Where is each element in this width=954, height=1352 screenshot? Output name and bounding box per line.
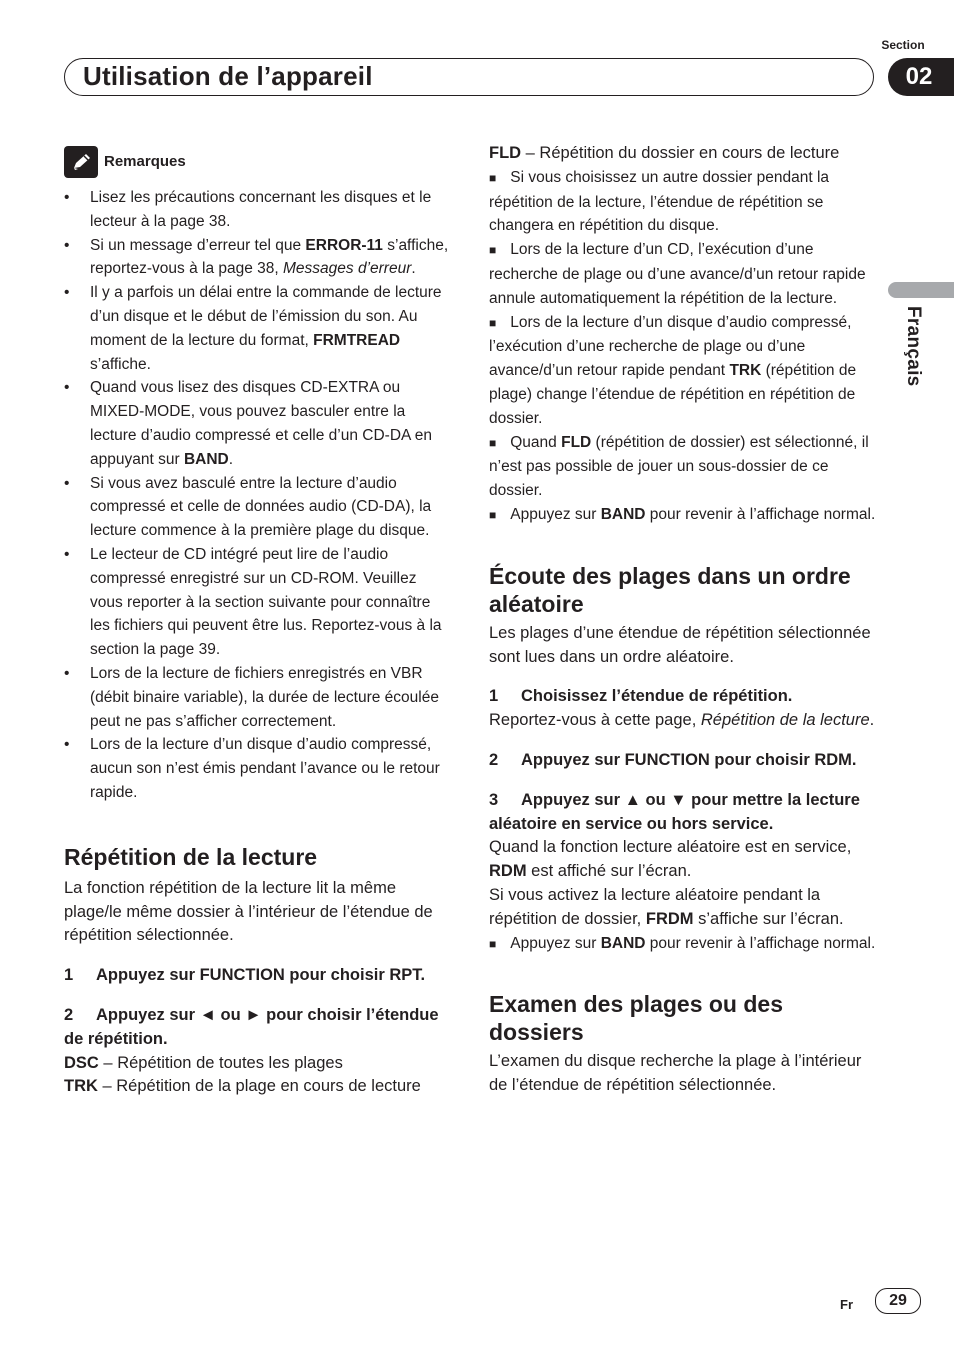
repeat-intro: La fonction répétition de la lecture lit la même plage/le même dossier à l’intérieur de l’étendue de répétition sélectionnée.	[64, 878, 433, 945]
repeat-note: ■ Quand FLD (répétition de dossier) est sélectionné, il n’est pas possible de jouer un sous-dossier de ce dossier.	[489, 433, 869, 500]
random-body-1: Quand la fonction lecture aléatoire est en service, RDM est affiché sur l’écran.	[489, 838, 852, 881]
repeat-note: ■ Lors de la lecture d’un disque d’audio compressé, l’exécution d’une recherche de plage ou d’une avance/d’un retour rapide pendant TRK (répétition de plage) change l’étendue de répétition en répétition de dossier.	[489, 313, 857, 427]
left-column	[64, 146, 450, 1099]
square-bullet-icon: ■	[489, 435, 497, 450]
scan-heading: Examen des plages ou des dossiers	[489, 991, 784, 1046]
option-fld: FLD – Répétition du dossier en cours de lecture	[489, 144, 840, 162]
remark-item: • Quand vous lisez des disques CD-EXTRA ou MIXED-MODE, vous pouvez basculer entre la lecture d’audio compressé et celle d’un CD-DA en appuyant sur BAND.	[64, 376, 450, 471]
random-step-2: 2 Appuyez sur FUNCTION pour choisir RDM.	[489, 750, 857, 769]
repeat-note: ■ Si vous choisissez un autre dossier pendant la répétition de la lecture, l’étendue de répétition se changera en répétition du disque.	[489, 168, 830, 235]
random-intro: Les plages d’une étendue de répétition sélectionnée sont lues dans un ordre aléatoire.	[489, 623, 871, 666]
footer-language: Fr	[840, 1297, 853, 1312]
section-number-badge: 02	[888, 58, 954, 96]
random-body-2: Si vous activez la lecture aléatoire pendant la répétition de dossier, FRDM s’affiche sur l’écran.	[489, 885, 844, 928]
remarks-header	[64, 146, 450, 178]
remark-item: • Lors de la lecture d’un disque d’audio compressé, aucun son n’est émis pendant l’avance ou le retour rapide.	[64, 733, 450, 804]
repeat-note: ■ Appuyez sur BAND pour revenir à l’affichage normal.	[489, 505, 876, 523]
random-step-1-body: Reportez-vous à cette page, Répétition de la lecture.	[489, 711, 875, 730]
remark-item: • Le lecteur de CD intégré peut lire de l’audio compressé enregistré sur un CD-ROM. Veuillez vous reporter à la section suivante pour connaître les fichiers qui peuvent être lus. Reportez-vous à la section la page 39.	[64, 543, 450, 662]
page-title: Utilisation de l’appareil	[83, 61, 373, 91]
option-dsc: DSC – Répétition de toutes les plages	[64, 1053, 343, 1072]
remarks-title: Remarques	[104, 153, 186, 171]
remark-item: • Si un message d’erreur tel que ERROR-11 s’affiche, reportez-vous à la page 38, Messages d’erreur.	[64, 234, 450, 282]
pencil-icon	[64, 146, 98, 178]
repeat-step-2: 2 Appuyez sur ◄ ou ► pour choisir l’étendue de répétition.	[64, 1005, 439, 1048]
remark-item: • Lisez les précautions concernant les disques et le lecteur à la page 38.	[64, 186, 450, 234]
random-note: ■ Appuyez sur BAND pour revenir à l’affichage normal.	[489, 934, 876, 952]
remark-item: • Si vous avez basculé entre la lecture d’audio compressé et celle de données audio (CD-DA), la lecture commence à la première plage du disque.	[64, 472, 450, 543]
language-tab-label: Français	[903, 306, 924, 387]
page-title-box	[64, 58, 874, 96]
right-column	[489, 142, 877, 1098]
page-number: 29	[875, 1288, 921, 1314]
section-label: Section	[881, 38, 925, 52]
option-trk: TRK – Répétition de la plage en cours de lecture	[64, 1077, 421, 1096]
repeat-note: ■ Lors de la lecture d’un CD, l’exécution d’une recherche de plage ou d’une avance/d’un retour rapide annule automatiquement la répétition de la lecture.	[489, 241, 866, 307]
repeat-heading: Répétition de la lecture	[64, 843, 318, 870]
square-bullet-icon: ■	[489, 936, 497, 951]
square-bullet-icon: ■	[489, 507, 497, 522]
random-step-1: 1 Choisissez l’étendue de répétition.	[489, 687, 793, 706]
remark-item: • Lors de la lecture de fichiers enregistrés en VBR (débit binaire variable), la durée de lecture écoulée peut ne pas s’afficher correctement.	[64, 662, 450, 733]
square-bullet-icon: ■	[489, 243, 497, 258]
language-tab-marker	[888, 282, 954, 298]
scan-intro: L’examen du disque recherche la plage à l’intérieur de l’étendue de répétition sélectionnée.	[489, 1052, 862, 1095]
random-step-3: 3 Appuyez sur ▲ ou ▼ pour mettre la lecture aléatoire en service ou hors service.	[489, 790, 860, 833]
square-bullet-icon: ■	[489, 315, 497, 330]
square-bullet-icon: ■	[489, 170, 497, 185]
repeat-step-1: 1 Appuyez sur FUNCTION pour choisir RPT.	[64, 966, 426, 985]
random-heading: Écoute des plages dans un ordre aléatoire	[489, 562, 851, 617]
remark-item: • Il y a parfois un délai entre la commande de lecture d’un disque et le début de l’émission du son. Au moment de la lecture du format, FRMTREAD s’affiche.	[64, 281, 450, 376]
